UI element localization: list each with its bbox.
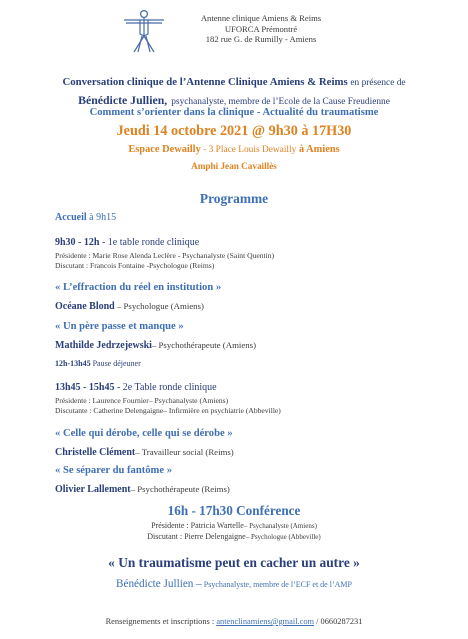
talk-2-title: « Un père passe et manque » xyxy=(55,321,184,332)
programme-heading: Programme xyxy=(199,191,269,206)
venue-city: à Amiens xyxy=(296,144,340,155)
event-title-line xyxy=(0,76,468,88)
lunch-label: Pause déjeuner xyxy=(90,359,141,368)
talk-4-speaker: Olivier Lallement xyxy=(55,484,131,495)
contact-email-link[interactable]: antenclinamiens@gmail.com xyxy=(216,617,315,626)
header-line-2: UFORCA Prémontré xyxy=(224,23,298,34)
guest-name: Bénédicte Jullien, xyxy=(78,93,168,107)
accueil-time: à 9h15 xyxy=(86,212,117,223)
venue-line xyxy=(0,144,468,155)
talk-4-title: « Se séparer du fantôme » xyxy=(55,465,173,476)
talk-1-speaker: Océane Blond xyxy=(55,301,115,312)
footer-contact xyxy=(0,617,468,626)
session-2-label: - 2e Table ronde clinique xyxy=(114,382,217,393)
talk-4-role: – Psychothérapeute (Reims) xyxy=(130,484,230,494)
session-1-president: Présidente : Marie Rose Alenda Leclère - Psychanalyste (Saint Quentin) xyxy=(55,251,275,260)
talk-3-speaker-line xyxy=(55,442,234,460)
talk-1-speaker-line xyxy=(55,296,204,314)
venue-name: Espace Dewailly xyxy=(128,144,201,155)
venue-address: - 3 Place Louis Dewailly xyxy=(200,145,297,155)
conference-president-role: – Psychanalyste (Amiens) xyxy=(243,522,317,530)
conference-speaker-role: Psychanalyste, membre de l’ECF et de l’AMP xyxy=(201,580,352,589)
talk-4-speaker-line xyxy=(55,479,230,497)
talk-3-speaker: Christelle Clément xyxy=(55,447,136,458)
lunch-time: 12h-13h45 xyxy=(55,359,91,368)
talk-3-title: « Celle qui dérobe, celle qui se dérobe » xyxy=(55,428,233,439)
session-1-time: 9h30 - 12h xyxy=(55,237,100,248)
conference-title: « Un traumatisme peut en cacher un autre » xyxy=(108,555,360,570)
vitruvian-man-logo xyxy=(120,8,168,59)
conference-discussant-role: – Psychologue (Abbeville) xyxy=(245,533,321,541)
conference-heading: 16h - 17h30 Conférence xyxy=(167,503,301,518)
session-1-discussant: Discutant : Francois Fontaine -Psychologue (Reims) xyxy=(55,261,215,270)
conference-discussant-line xyxy=(0,532,468,541)
talk-2-speaker: Mathilde Jedrzejewski xyxy=(55,340,152,351)
session-1-line xyxy=(55,237,199,248)
event-title: Conversation clinique de l’Antenne Clinique Amiens & Reims xyxy=(62,76,348,88)
header-line-1: Antenne clinique Amiens & Reims xyxy=(200,13,322,23)
accueil-line xyxy=(55,212,116,223)
talk-2-speaker-line xyxy=(55,335,256,353)
accueil-label: Accueil xyxy=(55,212,87,223)
organization-header xyxy=(196,13,326,45)
footer-separator: / xyxy=(314,617,321,626)
talk-2-role: – Psychothérapeute (Amiens) xyxy=(151,340,257,350)
session-2-time: 13h45 - 15h45 xyxy=(55,382,115,393)
conference-president-line xyxy=(0,521,468,530)
talk-1-role: – Psychologue (Amiens) xyxy=(114,301,204,311)
footer-label: Renseignements et inscriptions : xyxy=(105,617,217,626)
conference-speaker: Bénédicte Jullien – xyxy=(116,578,202,590)
vitruvian-man-icon xyxy=(120,8,168,54)
event-title-suffix: en présence de xyxy=(350,78,406,88)
session-2-president: Présidente : Laurence Fournier– Psychanalyste (Amiens) xyxy=(55,396,229,405)
conference-speaker-line xyxy=(0,574,468,592)
session-2-line xyxy=(55,382,217,393)
event-theme: Comment s’orienter dans la clinique - Actualité du traumatisme xyxy=(89,107,379,118)
guest-description: psychanalyste, membre de l’Ecole de la Cause Freudienne xyxy=(171,97,390,107)
conference-discussant: Discutant : Pierre Delengaigne xyxy=(147,532,246,541)
conference-president: Présidente : Patricia Wartelle xyxy=(151,521,244,530)
talk-1-title: « L’effraction du réel en institution » xyxy=(55,282,222,293)
header-line-3: 182 rue G. de Rumilly - Amiens xyxy=(205,34,317,44)
session-2-discussant: Discutante : Catherine Delengaigne– Infirmière en psychiatrie (Abbeville) xyxy=(55,406,281,415)
talk-3-role: – Travailleur social (Reims) xyxy=(135,447,234,457)
contact-phone: 0660287231 xyxy=(320,617,363,626)
event-date: Jeudi 14 octobre 2021 @ 9h30 à 17H30 xyxy=(116,123,352,139)
venue-room: Amphi Jean Cavaillès xyxy=(191,161,277,171)
session-1-label: - 1e table ronde clinique xyxy=(99,237,200,248)
lunch-line xyxy=(55,359,141,368)
